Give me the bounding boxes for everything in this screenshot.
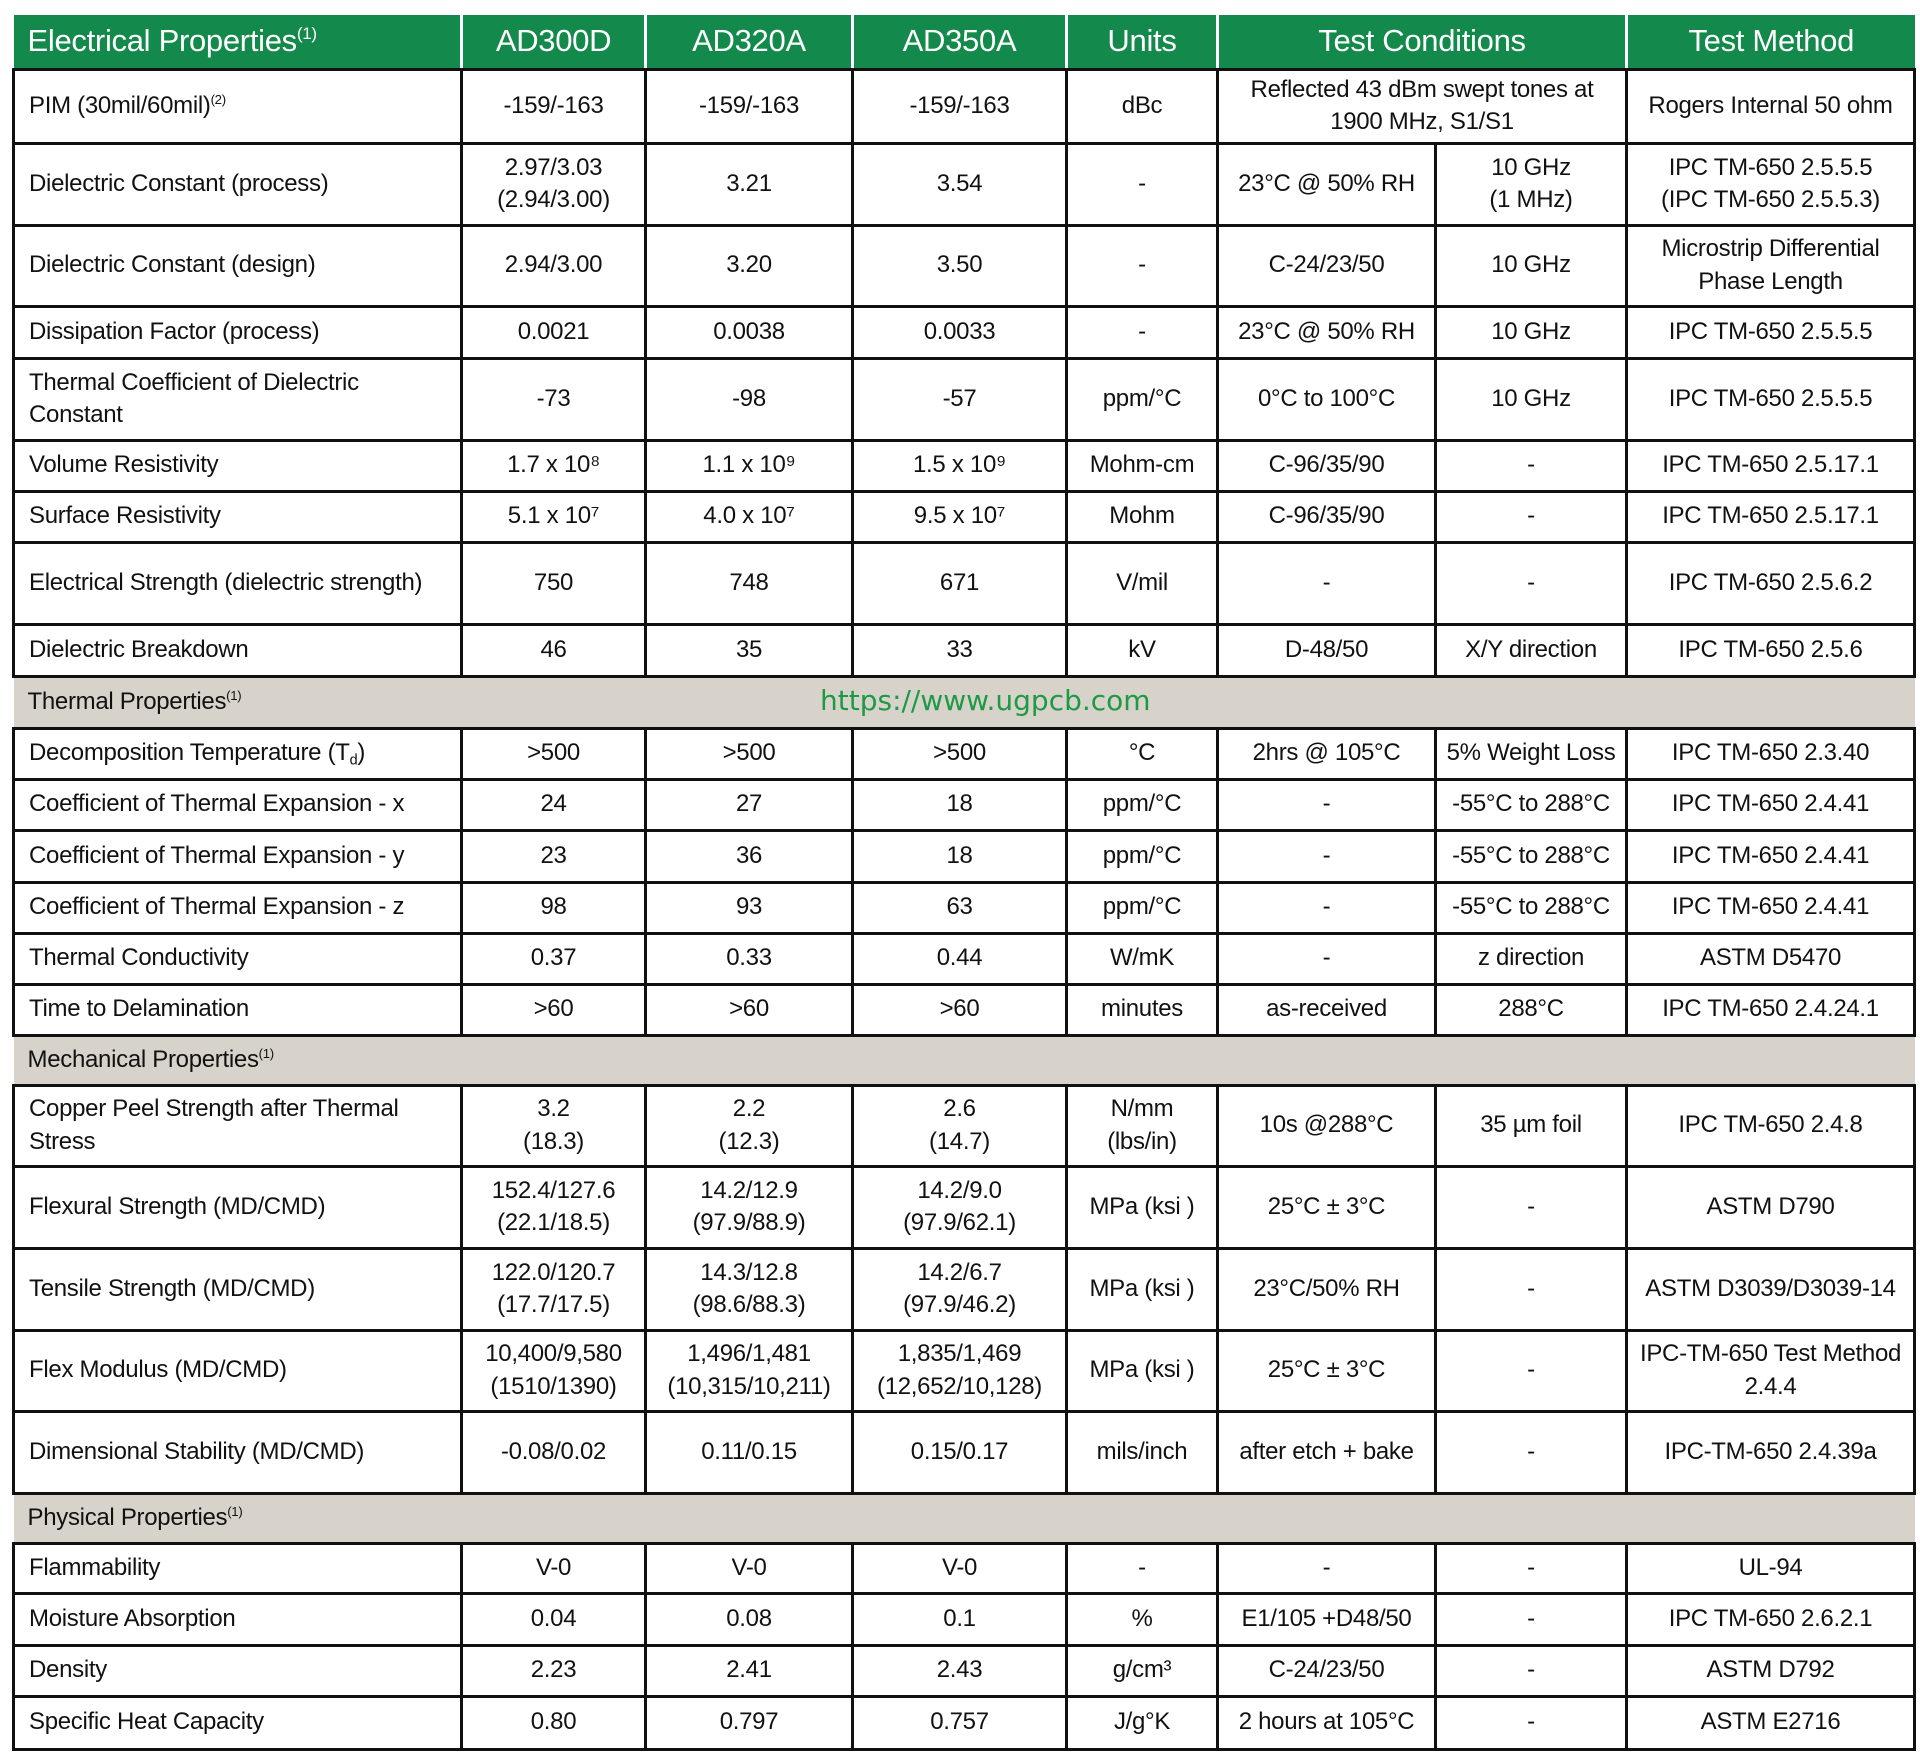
cell-ad300d: 152.4/127.6 (22.1/18.5) [462, 1166, 646, 1248]
cell-units: J/g°K [1067, 1696, 1218, 1749]
cell-condition: E1/105 +D48/50 [1218, 1593, 1436, 1645]
section-title [14, 1035, 1915, 1085]
cell-test-method: IPC TM-650 2.4.41 [1627, 779, 1915, 830]
cell-property: Dissipation Factor (process) [14, 306, 462, 358]
section-title [14, 1493, 1915, 1543]
table-row [14, 143, 1915, 225]
cell-ad300d: 1.7 x 10⁸ [462, 440, 646, 491]
cell-ad320a: 748 [646, 542, 853, 624]
cell-test-method: IPC TM-650 2.4.41 [1627, 882, 1915, 933]
cell-units: ppm/°C [1067, 830, 1218, 882]
cell-condition-2: - [1436, 440, 1627, 491]
cell-condition: 0°C to 100°C [1218, 358, 1436, 440]
cell-ad320a: 93 [646, 882, 853, 933]
cell-ad350a: V-0 [853, 1543, 1067, 1593]
header-test-conditions: Test Conditions [1218, 15, 1627, 69]
cell-ad320a: 0.08 [646, 1593, 853, 1645]
cell-ad320a: 0.0038 [646, 306, 853, 358]
cell-test-method: IPC TM-650 2.5.5.5 [1627, 358, 1915, 440]
cell-ad300d: -73 [462, 358, 646, 440]
cell-condition-2: - [1436, 1543, 1627, 1593]
cell-units: % [1067, 1593, 1218, 1645]
table-row [14, 69, 1915, 143]
cell-property: Time to Delamination [14, 984, 462, 1035]
cell-test-method: Rogers Internal 50 ohm [1627, 69, 1915, 143]
cell-ad350a: >60 [853, 984, 1067, 1035]
cell-ad300d: 10,400/9,580 (1510/1390) [462, 1330, 646, 1411]
table-row [14, 728, 1915, 779]
cell-ad350a: 0.757 [853, 1696, 1067, 1749]
cell-condition: C-24/23/50 [1218, 225, 1436, 306]
cell-units: - [1067, 306, 1218, 358]
cell-ad300d: 0.37 [462, 933, 646, 984]
cell-ad300d: 3.2 (18.3) [462, 1085, 646, 1166]
cell-ad320a: -159/-163 [646, 69, 853, 143]
cell-condition-2: - [1436, 1248, 1627, 1330]
cell-ad320a: >60 [646, 984, 853, 1035]
cell-ad320a: 3.20 [646, 225, 853, 306]
cell-units: MPa (ksi ) [1067, 1166, 1218, 1248]
cell-condition-2: 5% Weight Loss [1436, 728, 1627, 779]
cell-ad350a: -159/-163 [853, 69, 1067, 143]
cell-units: °C [1067, 728, 1218, 779]
cell-ad350a: 18 [853, 830, 1067, 882]
cell-ad350a: 33 [853, 624, 1067, 676]
cell-property: Flammability [14, 1543, 462, 1593]
table-row [14, 1543, 1915, 1593]
cell-ad350a: 1,835/1,469 (12,652/10,128) [853, 1330, 1067, 1411]
cell-property: Volume Resistivity [14, 440, 462, 491]
cell-ad300d: 0.04 [462, 1593, 646, 1645]
cell-text: ) [357, 739, 366, 767]
cell-ad320a: 3.21 [646, 143, 853, 225]
cell-property: Dielectric Constant (design) [14, 225, 462, 306]
footnote-ref: (1) [226, 687, 242, 703]
cell-condition: - [1218, 830, 1436, 882]
cell-condition: - [1218, 542, 1436, 624]
cell-ad300d: 98 [462, 882, 646, 933]
header-units: Units [1067, 15, 1218, 69]
cell-ad320a: V-0 [646, 1543, 853, 1593]
cell-ad350a: 9.5 x 10⁷ [853, 491, 1067, 542]
footnote-ref: (1) [227, 1503, 243, 1519]
cell-condition: 2 hours at 105°C [1218, 1696, 1436, 1749]
footnote-ref: (1) [258, 1045, 274, 1061]
section-row [14, 1035, 1915, 1085]
cell-ad350a: 14.2/6.7 (97.9/46.2) [853, 1248, 1067, 1330]
cell-condition-2: X/Y direction [1436, 624, 1627, 676]
cell-ad350a: 14.2/9.0 (97.9/62.1) [853, 1166, 1067, 1248]
cell-ad300d: >60 [462, 984, 646, 1035]
cell-units: Mohm-cm [1067, 440, 1218, 491]
cell-test-method: ASTM E2716 [1627, 1696, 1915, 1749]
cell-units: ppm/°C [1067, 882, 1218, 933]
cell-units: Mohm [1067, 491, 1218, 542]
cell-condition-2: -55°C to 288°C [1436, 830, 1627, 882]
cell-units: V/mil [1067, 542, 1218, 624]
cell-test-method: IPC TM-650 2.5.6 [1627, 624, 1915, 676]
table-row [14, 306, 1915, 358]
cell-test-method: IPC TM-650 2.5.5.5 [1627, 306, 1915, 358]
cell-ad300d: 122.0/120.7 (17.7/17.5) [462, 1248, 646, 1330]
cell-condition-2: 10 GHz (1 MHz) [1436, 143, 1627, 225]
table-row [14, 225, 1915, 306]
cell-ad300d: 2.94/3.00 [462, 225, 646, 306]
cell-ad300d: 2.23 [462, 1645, 646, 1696]
cell-ad300d: 24 [462, 779, 646, 830]
cell-condition: 25°C ± 3°C [1218, 1330, 1436, 1411]
cell-property: Copper Peel Strength after Thermal Stress [14, 1085, 462, 1166]
cell-property: Coefficient of Thermal Expansion - x [14, 779, 462, 830]
cell-ad350a: 0.1 [853, 1593, 1067, 1645]
cell-condition: 25°C ± 3°C [1218, 1166, 1436, 1248]
cell-test-method: IPC TM-650 2.5.17.1 [1627, 440, 1915, 491]
table-row [14, 984, 1915, 1035]
cell-condition-2: -55°C to 288°C [1436, 882, 1627, 933]
table-row [14, 933, 1915, 984]
cell-condition-2: - [1436, 1593, 1627, 1645]
table-row [14, 1330, 1915, 1411]
cell-test-method: ASTM D5470 [1627, 933, 1915, 984]
cell-condition: Reflected 43 dBm swept tones at 1900 MHz, S1/S1 [1218, 69, 1627, 143]
table-row [14, 542, 1915, 624]
cell-ad320a: 1.1 x 10⁹ [646, 440, 853, 491]
footnote-ref: (1) [296, 24, 317, 44]
cell-ad350a: 1.5 x 10⁹ [853, 440, 1067, 491]
header-label: Electrical Properties [27, 23, 297, 59]
cell-ad320a: 14.3/12.8 (98.6/88.3) [646, 1248, 853, 1330]
table-row [14, 1085, 1915, 1166]
cell-units: ppm/°C [1067, 358, 1218, 440]
header-test-method: Test Method [1627, 15, 1915, 69]
cell-test-method: IPC TM-650 2.5.17.1 [1627, 491, 1915, 542]
cell-units: - [1067, 225, 1218, 306]
cell-property: Thermal Conductivity [14, 933, 462, 984]
cell-ad320a: 0.11/0.15 [646, 1411, 853, 1493]
header-row [14, 15, 1915, 69]
cell-property: Coefficient of Thermal Expansion - z [14, 882, 462, 933]
cell-ad320a: 2.2 (12.3) [646, 1085, 853, 1166]
cell-test-method: IPC TM-650 2.6.2.1 [1627, 1593, 1915, 1645]
table-row [14, 1645, 1915, 1696]
cell-condition: after etch + bake [1218, 1411, 1436, 1493]
cell-ad350a: 18 [853, 779, 1067, 830]
cell-property: Moisture Absorption [14, 1593, 462, 1645]
cell-condition: C-24/23/50 [1218, 1645, 1436, 1696]
cell-property: Surface Resistivity [14, 491, 462, 542]
cell-test-method: IPC-TM-650 2.4.39a [1627, 1411, 1915, 1493]
cell-ad300d: 5.1 x 10⁷ [462, 491, 646, 542]
cell-property [14, 728, 462, 779]
header-ad350a: AD350A [853, 15, 1067, 69]
cell-condition: - [1218, 779, 1436, 830]
cell-condition-2: - [1436, 491, 1627, 542]
cell-condition: - [1218, 933, 1436, 984]
table-row [14, 358, 1915, 440]
cell-units: g/cm³ [1067, 1645, 1218, 1696]
cell-units: kV [1067, 624, 1218, 676]
table-row [14, 440, 1915, 491]
cell-ad320a: -98 [646, 358, 853, 440]
cell-property: Thermal Coefficient of Dielectric Constant [14, 358, 462, 440]
cell-condition-2: - [1436, 1696, 1627, 1749]
cell-test-method: IPC TM-650 2.4.8 [1627, 1085, 1915, 1166]
cell-units: W/mK [1067, 933, 1218, 984]
cell-test-method: Microstrip Differential Phase Length [1627, 225, 1915, 306]
footnote-ref: (2) [210, 91, 226, 107]
cell-ad300d: >500 [462, 728, 646, 779]
cell-units: ppm/°C [1067, 779, 1218, 830]
cell-ad320a: 35 [646, 624, 853, 676]
cell-ad350a: 3.50 [853, 225, 1067, 306]
cell-test-method: IPC TM-650 2.4.24.1 [1627, 984, 1915, 1035]
cell-condition-2: 10 GHz [1436, 306, 1627, 358]
cell-ad320a: 0.797 [646, 1696, 853, 1749]
cell-units: minutes [1067, 984, 1218, 1035]
table-row [14, 882, 1915, 933]
cell-condition: 2hrs @ 105°C [1218, 728, 1436, 779]
cell-condition-2: - [1436, 1330, 1627, 1411]
cell-ad350a: 63 [853, 882, 1067, 933]
cell-property: Flexural Strength (MD/CMD) [14, 1166, 462, 1248]
header-electrical-properties [14, 15, 462, 69]
cell-units: - [1067, 1543, 1218, 1593]
cell-condition-2: 10 GHz [1436, 358, 1627, 440]
cell-text: PIM (30mil/60mil) [29, 91, 211, 119]
cell-condition-2: z direction [1436, 933, 1627, 984]
header-ad320a: AD320A [646, 15, 853, 69]
cell-ad350a: 0.15/0.17 [853, 1411, 1067, 1493]
table-row [14, 1166, 1915, 1248]
cell-ad350a: 2.6 (14.7) [853, 1085, 1067, 1166]
cell-ad350a: 0.44 [853, 933, 1067, 984]
cell-units: MPa (ksi ) [1067, 1330, 1218, 1411]
cell-ad320a: 0.33 [646, 933, 853, 984]
cell-condition: D-48/50 [1218, 624, 1436, 676]
cell-ad320a: 1,496/1,481 (10,315/10,211) [646, 1330, 853, 1411]
table-row [14, 1248, 1915, 1330]
cell-ad320a: 4.0 x 10⁷ [646, 491, 853, 542]
cell-test-method: ASTM D790 [1627, 1166, 1915, 1248]
cell-ad300d: 23 [462, 830, 646, 882]
cell-condition-2: 10 GHz [1436, 225, 1627, 306]
cell-ad320a: 14.2/12.9 (97.9/88.9) [646, 1166, 853, 1248]
cell-ad300d: 750 [462, 542, 646, 624]
cell-test-method: ASTM D792 [1627, 1645, 1915, 1696]
cell-units: dBc [1067, 69, 1218, 143]
cell-property: Electrical Strength (dielectric strength) [14, 542, 462, 624]
cell-condition-2: - [1436, 1166, 1627, 1248]
watermark: https://www.ugpcb.com [820, 684, 1151, 717]
cell-condition: as-received [1218, 984, 1436, 1035]
table-row [14, 779, 1915, 830]
cell-ad320a: 36 [646, 830, 853, 882]
header-ad300d: AD300D [462, 15, 646, 69]
cell-ad350a: 671 [853, 542, 1067, 624]
section-label: Physical Properties [27, 1503, 228, 1531]
cell-property: Tensile Strength (MD/CMD) [14, 1248, 462, 1330]
cell-condition-2: -55°C to 288°C [1436, 779, 1627, 830]
cell-ad300d: 0.0021 [462, 306, 646, 358]
cell-condition-2: - [1436, 1645, 1627, 1696]
cell-condition: C-96/35/90 [1218, 440, 1436, 491]
cell-units: N/mm (lbs/in) [1067, 1085, 1218, 1166]
cell-test-method: IPC-TM-650 Test Method 2.4.4 [1627, 1330, 1915, 1411]
cell-ad320a: 2.41 [646, 1645, 853, 1696]
table-row [14, 624, 1915, 676]
cell-condition-2: 288°C [1436, 984, 1627, 1035]
cell-property: Coefficient of Thermal Expansion - y [14, 830, 462, 882]
cell-property: Dielectric Constant (process) [14, 143, 462, 225]
cell-ad350a: 3.54 [853, 143, 1067, 225]
cell-test-method: IPC TM-650 2.3.40 [1627, 728, 1915, 779]
cell-test-method: IPC TM-650 2.4.41 [1627, 830, 1915, 882]
table-row [14, 1411, 1915, 1493]
cell-ad350a: 2.43 [853, 1645, 1067, 1696]
table-row [14, 1593, 1915, 1645]
cell-property [14, 69, 462, 143]
cell-test-method: ASTM D3039/D3039-14 [1627, 1248, 1915, 1330]
cell-ad350a: >500 [853, 728, 1067, 779]
properties-table [12, 15, 1916, 1751]
cell-ad300d: -159/-163 [462, 69, 646, 143]
cell-ad300d: 0.80 [462, 1696, 646, 1749]
cell-text: Decomposition Temperature (T [29, 739, 350, 767]
cell-property: Density [14, 1645, 462, 1696]
cell-units: mils/inch [1067, 1411, 1218, 1493]
cell-condition: 23°C @ 50% RH [1218, 306, 1436, 358]
cell-condition-2: - [1436, 542, 1627, 624]
cell-ad320a: >500 [646, 728, 853, 779]
section-label: Thermal Properties [27, 687, 227, 715]
cell-property: Dielectric Breakdown [14, 624, 462, 676]
cell-units: MPa (ksi ) [1067, 1248, 1218, 1330]
section-row [14, 1493, 1915, 1543]
cell-condition: 10s @288°C [1218, 1085, 1436, 1166]
section-label: Mechanical Properties [27, 1045, 259, 1073]
table-row [14, 1696, 1915, 1749]
cell-ad300d: 2.97/3.03 (2.94/3.00) [462, 143, 646, 225]
cell-condition-2: - [1436, 1411, 1627, 1493]
cell-condition: 23°C @ 50% RH [1218, 143, 1436, 225]
cell-units: - [1067, 143, 1218, 225]
cell-ad300d: V-0 [462, 1543, 646, 1593]
cell-condition-2: 35 µm foil [1436, 1085, 1627, 1166]
cell-condition: - [1218, 1543, 1436, 1593]
cell-ad300d: 46 [462, 624, 646, 676]
subscript: d [349, 752, 358, 769]
cell-property: Specific Heat Capacity [14, 1696, 462, 1749]
cell-ad350a: -57 [853, 358, 1067, 440]
cell-ad300d: -0.08/0.02 [462, 1411, 646, 1493]
cell-property: Flex Modulus (MD/CMD) [14, 1330, 462, 1411]
cell-property: Dimensional Stability (MD/CMD) [14, 1411, 462, 1493]
cell-test-method: IPC TM-650 2.5.5.5 (IPC TM-650 2.5.5.3) [1627, 143, 1915, 225]
cell-condition: C-96/35/90 [1218, 491, 1436, 542]
cell-condition: 23°C/50% RH [1218, 1248, 1436, 1330]
cell-ad320a: 27 [646, 779, 853, 830]
cell-ad350a: 0.0033 [853, 306, 1067, 358]
cell-condition: - [1218, 882, 1436, 933]
table-row [14, 491, 1915, 542]
cell-test-method: UL-94 [1627, 1543, 1915, 1593]
cell-test-method: IPC TM-650 2.5.6.2 [1627, 542, 1915, 624]
table-row [14, 830, 1915, 882]
